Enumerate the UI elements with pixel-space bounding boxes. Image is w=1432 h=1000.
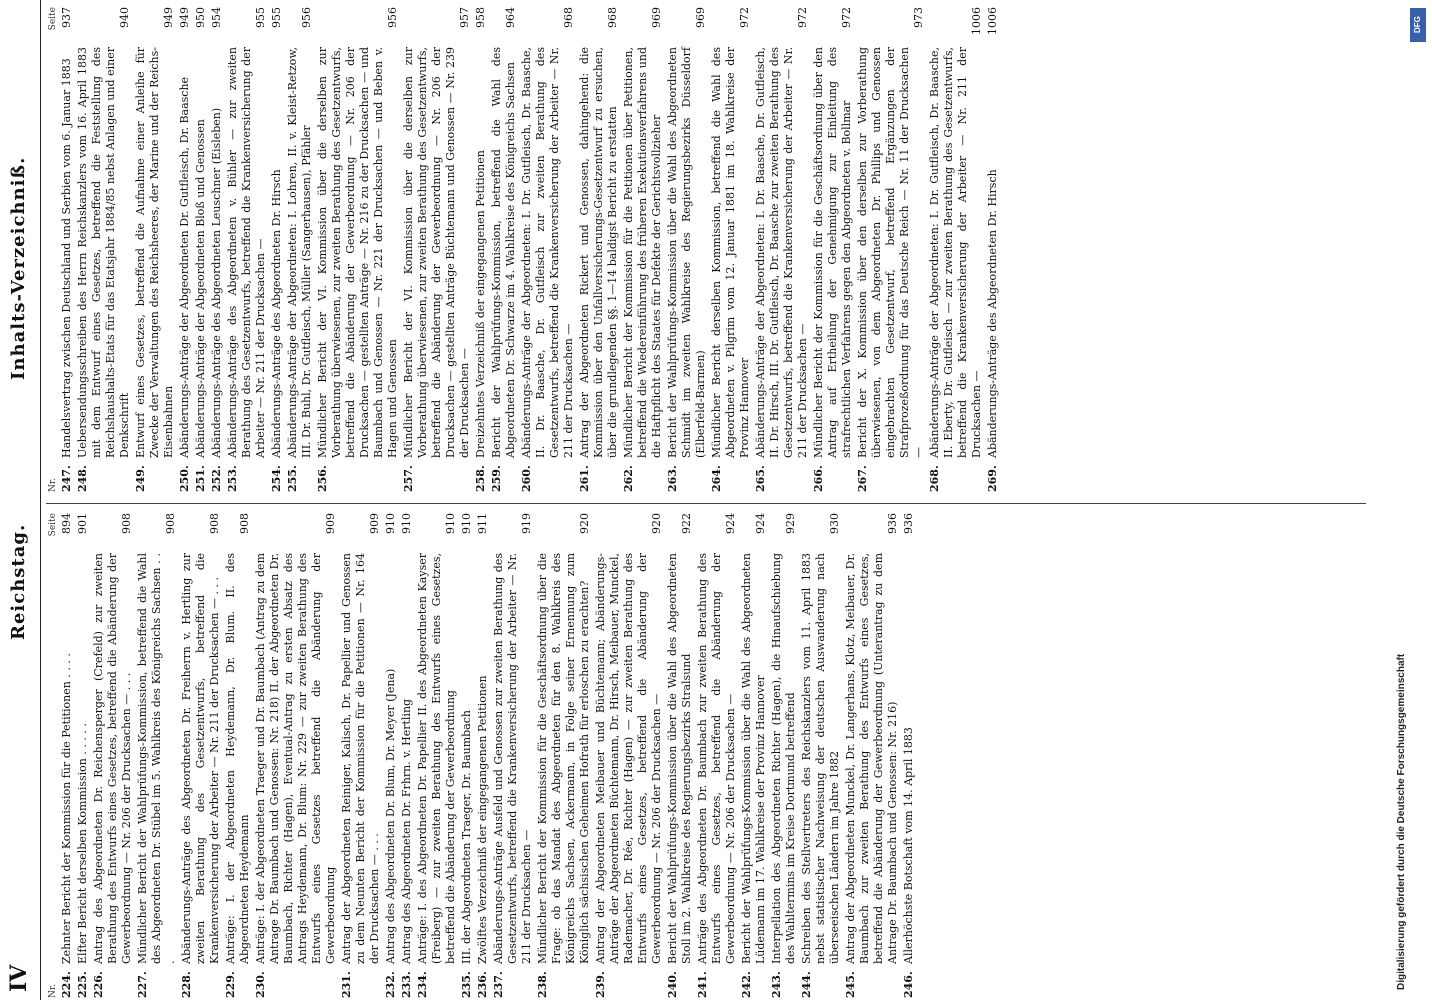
entry-number: 231. — [340, 971, 353, 998]
entry-number: 240. — [666, 971, 679, 998]
right-column — [46, 7, 1002, 492]
entry-page: 920 — [650, 513, 663, 534]
entry-page: 949 — [178, 7, 191, 28]
entry-text: Mündlicher Bericht der Kommission für die Petitionen über Petitionen, betreffend die Wiedereinführung des früheren Exekutionsverfahrens und die Haftpflicht des Staates für Defekte der Gerichtsvollzieher — [622, 47, 663, 458]
toc-entry — [134, 7, 176, 492]
toc-entry — [224, 513, 252, 998]
toc-entry — [384, 513, 398, 998]
toc-entry — [254, 513, 338, 998]
entry-number: 258. — [474, 465, 487, 492]
entry-page: 956 — [300, 7, 313, 28]
col-seite-label: Seite — [48, 7, 58, 31]
entry-text: Interpellation des Abgeordneten Richter (Hagen), die Hinaufschiebung des Wahltermins im Kreise Dortmund betreffend — [770, 553, 797, 964]
toc-entry — [416, 513, 458, 998]
entry-text: Handelsvertrag zwischen Deutschland und Serbien vom 6. Januar 1883 — [60, 58, 73, 458]
toc-entry — [928, 7, 984, 492]
entry-number: 236. — [476, 971, 489, 998]
entry-page: 894 — [60, 513, 73, 534]
entry-page: 956 — [386, 7, 399, 28]
entry-number: 262. — [622, 465, 635, 492]
toc-entry — [194, 7, 208, 492]
entry-text: Abänderungs-Anträge der Abgeordneten Dr. Gutfleisch, Dr. Baasche — [178, 76, 191, 458]
entry-text: Mündlicher Bericht der Kommission für die Geschäftsordnung über die Frage: ob das Mandat des Abgeordneten für den 8. Wahlkreis des Königreichs Sachsen, Ackermann, in Folge seiner Ernennung zum Königlich sächsischen Geheimen Hofrath für erloschen zu erachten? — [536, 553, 591, 964]
toc-entry — [76, 7, 132, 492]
entry-text: Abänderungs-Anträge Ausfeld und Genossen zur zweiten Berathung des Gesetzentwurfs, betreffend die Krankenversicherung der Arbeiter — Nr. 211 der Drucksachen — — [492, 553, 533, 964]
toc-entry — [740, 513, 768, 998]
header-title-left: Reichstag. — [8, 523, 29, 640]
entry-page: 910 — [400, 513, 413, 534]
toc-entry — [490, 7, 518, 492]
entry-number: 257. — [402, 465, 415, 492]
entry-page: 910 — [444, 513, 457, 534]
entry-number: 239. — [594, 971, 607, 998]
toc-entry — [180, 513, 222, 998]
entry-page: 940 — [118, 7, 131, 28]
toc-entry — [902, 513, 916, 998]
left-column-header — [46, 513, 60, 998]
entry-page: 969 — [694, 7, 707, 28]
toc-entry — [476, 513, 490, 998]
header-rule — [40, 0, 41, 1000]
entry-text: Dreizehntes Verzeichniß der eingegangenen Petitionen — [474, 150, 487, 458]
entry-text: Antrag der Abgeordneten Reiniger, Kalisch, Dr. Papellier und Genossen zu dem Neunten Bericht der Kommission für die Petitionen — Nr. 164 der Drucksachen — . . . — [340, 553, 381, 964]
entry-text: Mündlicher Bericht der Kommission für die Geschäftsordnung über den Antrag auf Ertheilung der Genehmigung zur Einleitung des strafrechtlichen Verfahrens gegen den Abgeordneten v. Bollmar — [812, 47, 853, 458]
entry-text: Zwölftes Verzeichniß der eingegangenen Petitionen — [476, 675, 489, 964]
entry-text: Mündlicher Bericht der Wahlprüfungs-Kommission, betreffend die Wahl des Abgeordneten Dr. Stübel im 5. Wahlkreis des Königreichs Sachsen . . . — [136, 553, 177, 964]
toc-entry — [710, 7, 752, 492]
entry-text: Antrag der Abgeordneten Meibauer und Büchtemann; Abänderungs-Anträge der Abgeordneten Büchtemann, Dr. Hirsch, Meibauer, Munckel, Rademacher, Dr. Rée, Richter (Hagen) — zur zweiten Berathung des Entwurfs eines Gesetzes, betreffend die Abänderung der Gewerbeordnung — Nr. 206 der Drucksachen — — [594, 553, 663, 964]
entry-page: 969 — [650, 7, 663, 28]
entry-number: 248. — [76, 465, 89, 492]
toc-entry — [520, 7, 576, 492]
entry-page: 911 — [476, 513, 489, 534]
col-nr-label: Nr. — [48, 477, 58, 492]
toc-entry — [136, 513, 178, 998]
toc-entry — [76, 513, 90, 998]
entry-text: Bericht der Wahlprüfungs-Kommission über die Wahl des Abgeordneten Stoll im 2. Wahlkreise des Regierungsbezirks Stralsund — [666, 553, 693, 964]
entry-page: 972 — [840, 7, 853, 28]
toc-entry — [210, 7, 224, 492]
entry-page: 910 — [460, 513, 473, 534]
page-number: IV — [6, 964, 32, 992]
entry-number: 266. — [812, 465, 825, 492]
entry-text: Anträge des Abgeordneten Dr. Baumbach zur zweiten Berathung des Entwurfs eines Gesetzes, betreffend die Abänderung der Gewerbeordnung — Nr. 206 der Drucksachen — — [696, 553, 737, 964]
toc-entry — [474, 7, 488, 492]
toc-entry — [60, 513, 74, 998]
entry-page: 955 — [254, 7, 267, 28]
entry-number: 230. — [254, 971, 267, 998]
entry-page: 964 — [504, 7, 517, 28]
toc-entry — [400, 513, 414, 998]
entry-number: 265. — [754, 465, 767, 492]
entry-number: 226. — [92, 971, 105, 998]
entry-text: Antrag des Abgeordneten Dr. Frhrn. v. Hertling — [400, 698, 413, 964]
entry-page: 950 — [194, 7, 207, 28]
entry-page: 973 — [912, 7, 925, 28]
entry-text: Abänderungs-Anträge der Abgeordneten: I. Dr. Gutfleisch, Dr. Baasche, II. Dr. Baasche, Dr. Gutfleisch zur zweiten Berathung des Gesetzentwurfs, betreffend die Krankenversicherung der Arbeiter — Nr. 211 der Drucksachen — — [520, 47, 575, 458]
column-divider — [46, 503, 1366, 504]
entry-text: Antrag der Abgeordneten Rickert und Genossen, dahingehend: die Kommission über den Unfallversicherungs-Gesetzentwurf zu ersuchen, über die grundlegenden §§. 1—14 baldigst Bericht zu erstatten — [578, 47, 619, 458]
entry-number: 251. — [194, 465, 207, 492]
entry-number: 247. — [60, 465, 73, 492]
entry-number: 228. — [180, 971, 193, 998]
entry-page: 1006 — [970, 7, 983, 35]
entry-page: 968 — [562, 7, 575, 28]
toc-entry — [460, 513, 474, 998]
entry-page: 924 — [754, 513, 767, 534]
toc-entry — [402, 7, 472, 492]
toc-entry — [986, 7, 1000, 492]
entry-page: 972 — [796, 7, 809, 28]
entry-page: 936 — [886, 513, 899, 534]
entry-text: Mündlicher Bericht der VI. Kommission über die derselben zur Vorberathung überwiesenen, zur zweiten Berathung des Gesetzentwurfs, betreffend die Abänderung der Gewerbeordnung — Nr. 206 der Drucksachen — gestellten Anträge — Nr. 216 zu der Drucksachen — und Baumbach und Genossen — Nr. 221 der Drucksachen — und Beben v. Hagen und Genossen — [316, 47, 399, 458]
entry-number: 245. — [844, 971, 857, 998]
entry-number: 225. — [76, 971, 89, 998]
entry-text: Bericht der Wahlprüfungs-Kommission über die Wahl des Abgeordneten Schmidt im zweiten Wahlkreise des Regierungsbezirks Düsseldorf (Elberfeld-Barmen) — [666, 47, 707, 458]
entry-number: 255. — [286, 465, 299, 492]
col-nr-label: Nr. — [48, 983, 58, 998]
entry-page: 930 — [828, 513, 841, 534]
entry-number: 244. — [800, 971, 813, 998]
entry-text: Abänderungs-Anträge des Abgeordneten v. Bühler — zur zweiten Berathung des Gesetzentwurfs, betreffend die Krankenversicherung der Arbeiter — Nr. 211 der Drucksachen — — [226, 47, 267, 458]
toc-entry — [578, 7, 620, 492]
left-column — [46, 513, 918, 998]
toc-entry — [666, 513, 694, 998]
entry-text: Abänderungs-Anträge der Abgeordneten: I. Dr. Gutfleisch, Dr. Baasche, II. Eberty, Dr. Gutfleisch — zur zweiten Berathung des Gesetzentwurfs, betreffend die Krankenversicherung der Arbeiter — Nr. 211 der Drucksachen — — [928, 47, 983, 458]
entry-text: Bericht der X. Kommission über den derselben zur Vorberathung überwiesenen, von dem Abgeordneten Dr. Phillips und Genossen eingebrachten Gesetzentwurf, betreffend Ergänzungen der Strafprozeßordnung für das Deutsche Reich — Nr. 11 der Drucksachen — — [856, 47, 925, 458]
header-title-right: Inhalts-Verzeichniß. — [8, 156, 29, 380]
entry-page: 920 — [578, 513, 591, 534]
col-seite-label: Seite — [48, 513, 58, 537]
entry-page: 910 — [384, 513, 397, 534]
entry-text: Anträge: I. der Abgeordneten Traeger und Dr. Baumbach (Antrag zu dem Antrage Dr. Baumbach und Genossen: Nr. 218) II. der Abgeordneten Dr. Baumbach, Richter (Hagen), Eventual-Antrag zu ersten Absatz des Antrags Heydemann, Dr. Blum: Nr. 229 — zur zweiten Berathung des Entwurfs eines Gesetzes betreffend die Abänderung der Gewerbeordnung — [254, 553, 337, 964]
entry-page: 908 — [120, 513, 133, 534]
entry-text: Zehnter Bericht der Kommission für die Petitionen . . . . — [60, 653, 73, 964]
entry-page: 937 — [60, 7, 73, 28]
entry-text: III. der Abgeordneten Traeger, Dr. Baumbach — [460, 709, 473, 964]
entry-page: 958 — [474, 7, 487, 28]
entry-number: 238. — [536, 971, 549, 998]
entry-page: 1006 — [986, 7, 999, 35]
entry-text: Allerhöchste Botschaft vom 14. April 1883 — [902, 727, 915, 964]
entry-number: 242. — [740, 971, 753, 998]
right-column-header — [46, 7, 60, 492]
toc-entry — [800, 513, 842, 998]
entry-text: Uebersendungsschreiben des Herrn Reichskanzlers vom 16. April 1883 mit dem Entwurf eines Gesetzes, betreffend die Feststellung des Reichshaushalts-Etats für das Etatsjahr 1884/85 nebst Anlagen und einer Denkschrift — [76, 47, 131, 458]
toc-entry — [844, 513, 900, 998]
entry-text: Abänderungs-Anträge des Abgeordneten Leuschner (Eisleben) — [210, 107, 223, 458]
entry-number: 263. — [666, 465, 679, 492]
entry-number: 243. — [770, 971, 783, 998]
entry-text: Schreiben des Stellvertreters des Reichskanzlers vom 11. April 1883 nebst statistischer Nachweisung der deutschen Auswanderung nach überseeischen Ländern im Jahre 1882 — [800, 553, 841, 964]
dfg-logo: DFG — [1410, 8, 1426, 42]
entry-number: 224. — [60, 971, 73, 998]
entry-text: Entwurf eines Gesetzes, betreffend die Aufnahme einer Anleihe für Zwecke der Verwaltungen des Reichsheeres, der Marine und der Reichs-Eisenbahnen — [134, 47, 175, 458]
toc-entry — [536, 513, 592, 998]
entry-page: 972 — [738, 7, 751, 28]
entry-number: 269. — [986, 465, 999, 492]
entry-text: Abänderungs-Anträge der Abgeordneten Bloß und Genossen — [194, 119, 207, 458]
toc-entry — [696, 513, 738, 998]
entry-page: 924 — [724, 513, 737, 534]
toc-entry — [754, 7, 810, 492]
entry-number: 229. — [224, 971, 237, 998]
entry-page: 936 — [902, 513, 915, 534]
entry-number: 234. — [416, 971, 429, 998]
entry-number: 252. — [210, 465, 223, 492]
toc-entry — [178, 7, 192, 492]
entry-text: Antrag der Abgeordneten Munckel, Dr. Langerhans, Klotz, Meibauer, Dr. Baumbach zur zweiten Berathung des Entwurfs eines Gesetzes, betreffend die Abänderung der Gewerbeordnung (Unterantrag zu dem Antrage Dr. Baumbach und Genossen: Nr. 216) — [844, 553, 899, 964]
entry-text: Abänderungs-Anträge der Abgeordneten: I. Lohren, II. v. Kleist-Retzow, III. Dr. Buhl, Dr. Gutfleisch, Müller (Sangerhausen), Pfähler — [286, 47, 313, 458]
toc-entry — [92, 513, 134, 998]
entry-number: 233. — [400, 971, 413, 998]
entry-number: 246. — [902, 971, 915, 998]
entry-page: 957 — [458, 7, 471, 28]
entry-text: Bericht der Wahlprüfungs-Kommission über die Wahl des Abgeordneten Lüdemann im 17. Wahlkreise der Provinz Hannover — [740, 553, 767, 964]
toc-entry — [622, 7, 664, 492]
running-header — [6, 0, 40, 1000]
toc-entry — [666, 7, 708, 492]
toc-entry — [60, 7, 74, 492]
entry-text: Abänderungs-Anträge des Abgeordneten Dr. Freiherrn v. Hertling zur zweiten Berathung des Gesetzentwurfs, betreffend die Krankenversicherung der Arbeiter — Nr. 211 der Drucksachen — . . . — [180, 553, 221, 964]
entry-page: 955 — [270, 7, 283, 28]
entry-page: 908 — [164, 513, 177, 534]
entry-number: 235. — [460, 971, 473, 998]
entry-number: 254. — [270, 465, 283, 492]
entry-text: Bericht der Wahlprüfungs-Kommission, betreffend die Wahl des Abgeordneten Dr. Schwarze im 4. Wahlkreise des Königreichs Sachsen — [490, 47, 517, 458]
entry-page: 954 — [210, 7, 223, 28]
entry-text: Antrag des Abgeordneten Dr. Blum, Dr. Meyer (Jena) — [384, 668, 397, 964]
entry-text: Anträge: I. der Abgeordneten Heydemann, Dr. Blum. II. des Abgeordneten Heydemann — [224, 553, 251, 964]
entry-number: 267. — [856, 465, 869, 492]
entry-text: Mündlicher Bericht derselben Kommission, betreffend die Wahl des Abgeordneten v. Pilgrim vom 12. Januar 1881 im 18. Wahlkreise der Provinz Hannover — [710, 47, 751, 458]
entry-text: Elfter Bericht derselben Kommission . . . . . — [76, 723, 89, 964]
toc-entry — [770, 513, 798, 998]
entry-number: 237. — [492, 971, 505, 998]
entry-page: 908 — [208, 513, 221, 534]
toc-entry — [340, 513, 382, 998]
entry-number: 227. — [136, 971, 149, 998]
entry-text: Anträge: I. des Abgeordneten Dr. Papellier II. des Abgeordneten Kayser (Freiberg) — zur zweiten Berathung des Entwurfs eines Gesetzes, betreffend die Abänderung der Gewerbeordnung — [416, 553, 457, 964]
entry-page: 929 — [784, 513, 797, 534]
entry-page: 909 — [324, 513, 337, 534]
toc-entry — [856, 7, 926, 492]
entry-text: Abänderungs-Anträge der Abgeordneten: I. Dr. Baasche, Dr. Gutfleisch, II. Dr. Hirsch, III. Dr. Gutfleisch, Dr. Baasche zur zweiten Berathung des Gesetzentwurfs, betreffend die Krankenversicherung der Arbeiter — Nr. 211 der Drucksachen — — [754, 47, 809, 458]
entry-number: 260. — [520, 465, 533, 492]
entry-number: 268. — [928, 465, 941, 492]
entry-page: 919 — [520, 513, 533, 534]
entry-number: 253. — [226, 465, 239, 492]
entry-number: 241. — [696, 971, 709, 998]
entry-page: 922 — [680, 513, 693, 534]
entry-text: Abänderungs-Anträge des Abgeordneten Dr. Hirsch — [270, 169, 283, 458]
entry-number: 249. — [134, 465, 147, 492]
digitization-sidebar — [1390, 0, 1432, 1000]
entry-text: Abänderungs-Anträge des Abgeordneten Dr. Hirsch — [986, 169, 999, 458]
digitization-credit: Digitalisierung gefördert durch die Deutsche Forschungsgemeinschaft — [1396, 653, 1407, 990]
toc-entry — [812, 7, 854, 492]
toc-entry — [270, 7, 284, 492]
entry-text: Antrag des Abgeordneten Dr. Reichensperger (Crefeld) zur zweiten Berathung des Entwurfs eines Gesetzes, betreffend die Abänderung der Gewerbeordnung — Nr. 206 der Drucksachen — . . . — [92, 553, 133, 964]
toc-entry — [316, 7, 400, 492]
toc-entry — [286, 7, 314, 492]
entry-text: Mündlicher Bericht der VI. Kommission über die derselben zur Vorberathung überwiesenen, zur zweiten Berathung des Gesetzentwurfs, betreffend die Abänderung der Gewerbeordnung — Nr. 206 der Drucksachen — gestellten Anträge Büchtemann und Genossen — Nr. 239 der Drucksachen — — [402, 47, 471, 458]
entry-number: 256. — [316, 465, 329, 492]
entry-page: 901 — [76, 513, 89, 534]
entry-page: 909 — [368, 513, 381, 534]
entry-page: 949 — [162, 7, 175, 28]
entry-page: 908 — [238, 513, 251, 534]
entry-page: 968 — [606, 7, 619, 28]
toc-entry — [226, 7, 268, 492]
entry-number: 259. — [490, 465, 503, 492]
entry-number: 232. — [384, 971, 397, 998]
entry-number: 250. — [178, 465, 191, 492]
toc-entry — [594, 513, 664, 998]
toc-entry — [492, 513, 534, 998]
entry-number: 264. — [710, 465, 723, 492]
entry-number: 261. — [578, 465, 591, 492]
